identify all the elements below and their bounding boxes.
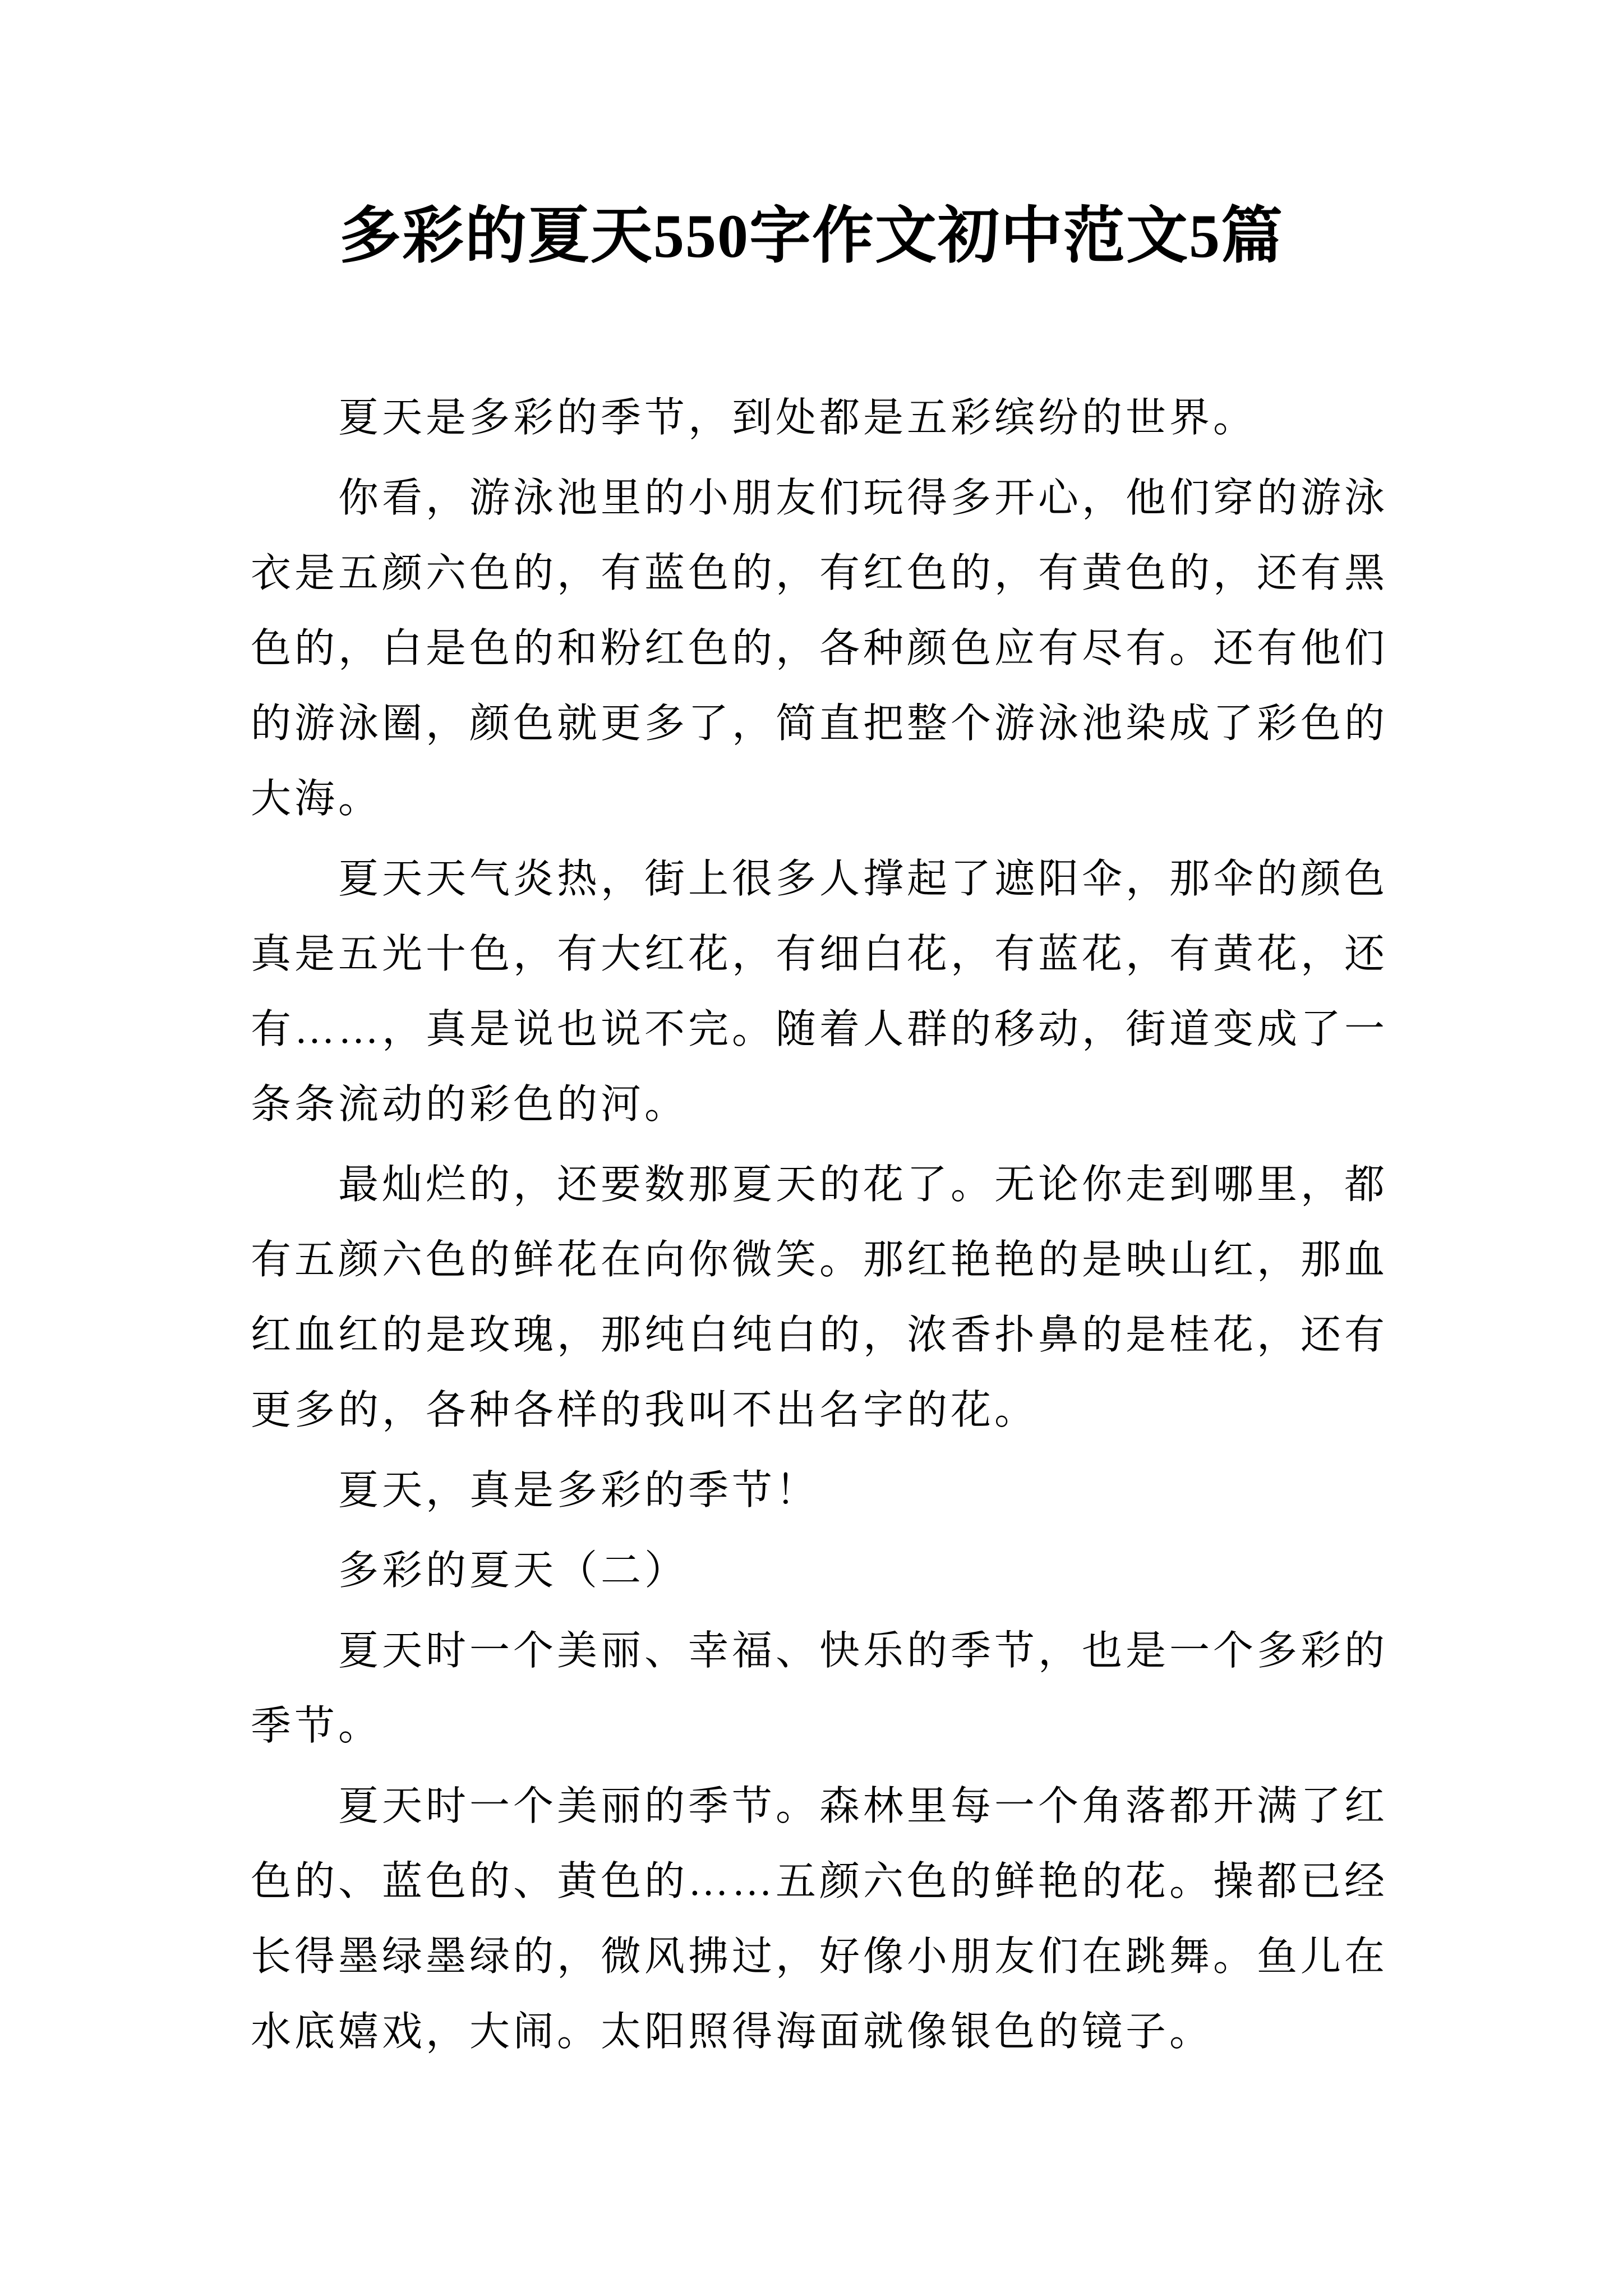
paragraph [251, 1769, 1388, 2069]
paragraph-line: 季节。 [251, 1704, 382, 1749]
paragraph [251, 380, 1388, 455]
document-title: 多彩的夏天550字作文初中范文5篇 [339, 202, 1284, 270]
paragraph-line: 最灿烂的，还要数那夏天的花了。无论你走到哪里，都 [338, 1162, 1389, 1207]
paragraph-line: 夏天天气炎热，街上很多人撑起了遮阳伞，那伞的颜色 [338, 857, 1389, 901]
paragraph [251, 1147, 1388, 1448]
paragraph-line: 夏天时一个美丽、幸福、快乐的季节，也是一个多彩的 [338, 1628, 1389, 1673]
paragraph-line: 色的，白是色的和粉红色的，各种颜色应有尽有。还有他们 [251, 626, 1389, 671]
paragraph-line: 夏天时一个美丽的季节。森林里每一个角落都开满了红 [338, 1784, 1389, 1829]
paragraph-line: 的游泳圈，颜色就更多了，简直把整个游泳池染成了彩色的 [251, 701, 1389, 746]
paragraph-line: 真是五光十色，有大红花，有细白花，有蓝花，有黄花，还 [251, 932, 1389, 977]
paragraph [251, 461, 1388, 836]
paragraph-line: 长得墨绿墨绿的，微风拂过，好像小朋友们在跳舞。鱼儿在 [251, 1934, 1389, 1979]
paragraph-line: 大海。 [251, 776, 382, 821]
paragraph-line: 条条流动的彩色的河。 [251, 1082, 689, 1127]
paragraph-line: 色的、蓝色的、黄色的……五颜六色的鲜艳的花。操都已经 [251, 1859, 1389, 1904]
paragraph-line: 更多的，各种各样的我叫不出名字的花。 [251, 1388, 1039, 1433]
paragraph-line: 有五颜六色的鲜花在向你微笑。那红艳艳的是映山红，那血 [251, 1237, 1389, 1282]
section-heading-line: 多彩的夏天（二） [338, 1548, 689, 1593]
paragraph-line: 有……，真是说也说不完。随着人群的移动，街道变成了一 [251, 1007, 1389, 1052]
paragraph-line: 夏天，真是多彩的季节！ [338, 1468, 820, 1513]
paragraph-line: 衣是五颜六色的，有蓝色的，有红色的，有黄色的，还有黑 [251, 551, 1389, 596]
paragraph-line: 你看，游泳池里的小朋友们玩得多开心，他们穿的游泳 [338, 476, 1389, 521]
section-heading [251, 1533, 1388, 1608]
paragraph-line: 夏天是多彩的季节，到处都是五彩缤纷的世界。 [338, 395, 1257, 440]
paragraph [251, 1453, 1388, 1528]
paragraph [251, 1613, 1388, 1764]
paragraph [251, 841, 1388, 1142]
paragraph-line: 红血红的是玫瑰，那纯白纯白的，浓香扑鼻的是桂花，还有 [251, 1313, 1389, 1358]
paragraph-line: 水底嬉戏，大闹。太阳照得海面就像银色的镜子。 [251, 2009, 1214, 2054]
document-body [251, 380, 1388, 2074]
